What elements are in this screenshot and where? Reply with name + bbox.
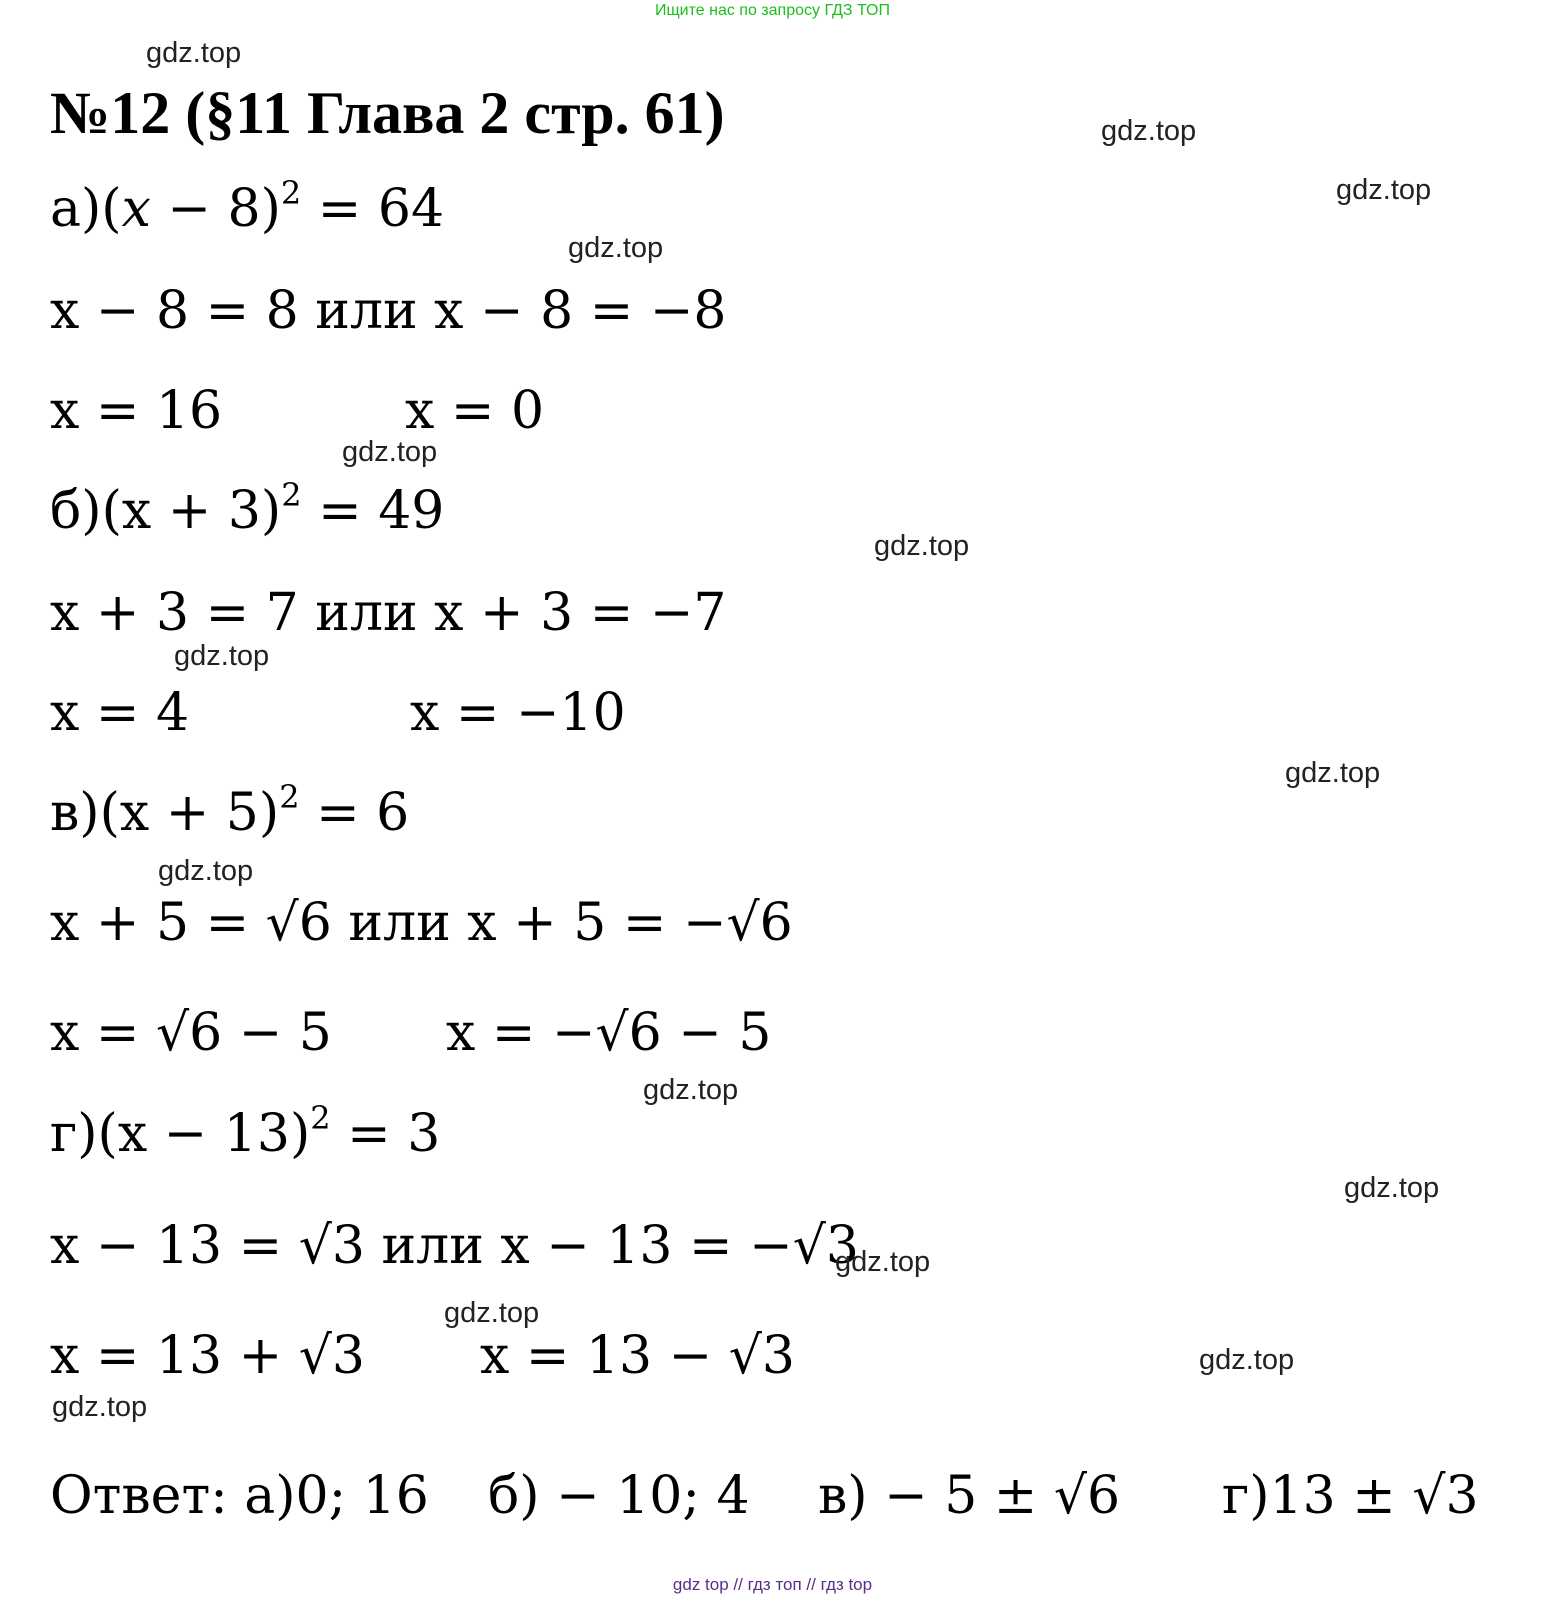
watermark: gdz.top <box>835 1246 931 1278</box>
equation-b <box>50 476 445 542</box>
roots-v <box>50 1002 772 1064</box>
answer-a: Ответ: а)0; 16 <box>50 1466 429 1526</box>
watermark: gdz.top <box>146 37 242 69</box>
equation-b-body: б)(x + 3) <box>50 481 282 541</box>
equation-a-exponent: 2 <box>280 174 302 212</box>
answer-v: в) − 5 ± √6 <box>818 1466 1121 1526</box>
equation-v-body: в)(x + 5) <box>50 783 280 843</box>
equation-v <box>50 778 410 844</box>
equation-a-rhs: = 64 <box>301 179 445 239</box>
step-g: x − 13 = √3 или x − 13 = −√3 <box>50 1216 859 1276</box>
watermark: gdz.top <box>874 530 970 562</box>
watermark: gdz.top <box>52 1391 148 1423</box>
equation-v-rhs: = 6 <box>299 783 410 843</box>
equation-g-body: г)(x − 13) <box>50 1104 311 1164</box>
root-b-2: x = −10 <box>410 683 626 743</box>
root-b-1: x = 4 <box>50 683 190 743</box>
root-a-1: x = 16 <box>50 381 223 441</box>
footer-links[interactable]: gdz top // гдз топ // гдз top <box>672 1575 873 1594</box>
equation-a <box>50 174 445 240</box>
answer-b: б) − 10; 4 <box>488 1466 750 1526</box>
watermark: gdz.top <box>1344 1172 1440 1204</box>
page-title: №12 (§11 Глава 2 стр. 61) <box>50 80 725 146</box>
watermark: gdz.top <box>342 436 438 468</box>
watermark: gdz.top <box>568 232 664 264</box>
step-a: x − 8 = 8 или x − 8 = −8 <box>50 281 727 341</box>
equation-v-exponent: 2 <box>279 778 300 816</box>
answer-g: г)13 ± √3 <box>1222 1466 1479 1526</box>
equation-b-exponent: 2 <box>281 476 302 514</box>
watermark: gdz.top <box>1199 1344 1295 1376</box>
watermark: gdz.top <box>643 1074 739 1106</box>
watermark: gdz.top <box>158 855 254 887</box>
equation-a-label: а)( <box>50 179 122 239</box>
root-g-2: x = 13 − √3 <box>480 1326 795 1386</box>
root-v-2: x = −√6 − 5 <box>446 1003 772 1063</box>
root-g-1: x = 13 + √3 <box>50 1326 365 1386</box>
step-b: x + 3 = 7 или x + 3 = −7 <box>50 583 727 643</box>
watermark: gdz.top <box>1285 757 1381 789</box>
top-banner: Ищите нас по запросу ГДЗ ТОП <box>655 2 890 19</box>
roots-g <box>50 1325 795 1387</box>
equation-a-body: − 8) <box>150 179 281 239</box>
root-a-2: x = 0 <box>405 381 545 441</box>
equation-b-rhs: = 49 <box>301 481 445 541</box>
equation-g-rhs: = 3 <box>330 1104 441 1164</box>
equation-a-var: x <box>121 179 151 239</box>
equation-g <box>50 1099 441 1165</box>
root-v-1: x = √6 − 5 <box>50 1003 332 1063</box>
watermark: gdz.top <box>174 640 270 672</box>
roots-a <box>50 380 545 442</box>
watermark: gdz.top <box>444 1297 540 1329</box>
equation-g-exponent: 2 <box>310 1099 331 1137</box>
watermark: gdz.top <box>1101 115 1197 147</box>
step-v: x + 5 = √6 или x + 5 = −√6 <box>50 893 793 953</box>
roots-b <box>50 682 626 744</box>
watermark: gdz.top <box>1336 174 1432 206</box>
